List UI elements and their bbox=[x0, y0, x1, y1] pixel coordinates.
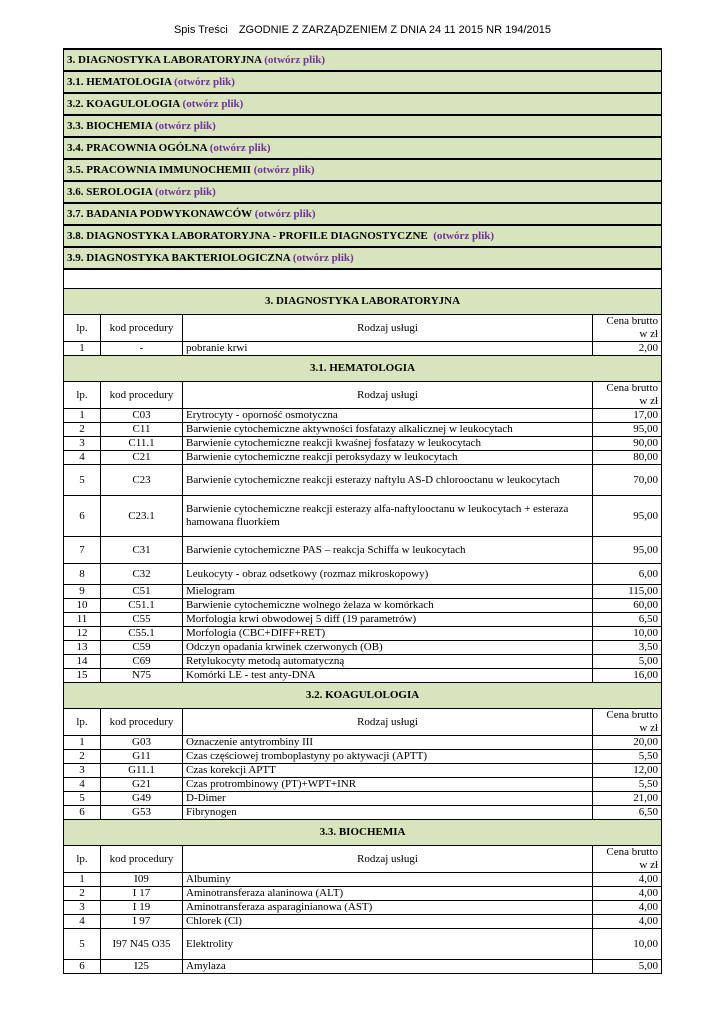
cell-name: Chlorek (Cl) bbox=[183, 915, 593, 929]
toc-title: 3.6. SEROLOGIA bbox=[67, 185, 153, 198]
table-row bbox=[64, 627, 662, 641]
table-row bbox=[64, 960, 662, 974]
table-row bbox=[64, 585, 662, 599]
open-file-link[interactable]: (otwórz plik) bbox=[264, 53, 326, 66]
cell-name: Aminotransferaza alaninowa (ALT) bbox=[183, 887, 593, 901]
cell-name: Barwienie cytochemiczne reakcji esterazy alfa-naftylooctanu w leukocytach + esteraza hamowana fluorkiem bbox=[183, 496, 593, 537]
cell-code: I97 N45 O35 bbox=[101, 929, 183, 960]
cell-name: pobranie krwi bbox=[183, 342, 593, 356]
open-file-link[interactable]: (otwórz plik) bbox=[433, 229, 495, 242]
open-file-link[interactable]: (otwórz plik) bbox=[155, 185, 216, 198]
cell-price: 16,00 bbox=[593, 669, 662, 683]
col-header-price bbox=[593, 709, 662, 736]
cell-name: Barwienie cytochemiczne aktywności fosfatazy alkalicznej w leukocytach bbox=[183, 423, 593, 437]
cell-code: C55 bbox=[101, 613, 183, 627]
cell-lp: 15 bbox=[64, 669, 101, 683]
cell-lp: 8 bbox=[64, 564, 101, 585]
cell-code: - bbox=[101, 342, 183, 356]
cell-price: 17,00 bbox=[593, 409, 662, 423]
table-row bbox=[64, 409, 662, 423]
column-header-row bbox=[64, 315, 662, 342]
table-row bbox=[64, 564, 662, 585]
cell-lp: 6 bbox=[64, 806, 101, 820]
cell-code: G11.1 bbox=[101, 764, 183, 778]
toc-row[interactable] bbox=[64, 203, 662, 225]
table-row bbox=[64, 915, 662, 929]
section-title-row bbox=[64, 356, 662, 382]
col-header-name: Rodzaj usługi bbox=[183, 846, 593, 873]
cell-lp: 1 bbox=[64, 342, 101, 356]
table-row bbox=[64, 655, 662, 669]
cell-lp: 13 bbox=[64, 641, 101, 655]
cell-name: Mielogram bbox=[183, 585, 593, 599]
open-file-link[interactable]: (otwórz plik) bbox=[253, 163, 315, 176]
toc-title: 3.4. PRACOWNIA OGÓLNA bbox=[67, 141, 207, 154]
cell-lp: 2 bbox=[64, 887, 101, 901]
table-row bbox=[64, 613, 662, 627]
cell-price: 6,50 bbox=[593, 806, 662, 820]
cell-price: 60,00 bbox=[593, 599, 662, 613]
cell-code: N75 bbox=[101, 669, 183, 683]
toc-row[interactable] bbox=[64, 115, 662, 137]
cell-code: C51.1 bbox=[101, 599, 183, 613]
toc-row[interactable] bbox=[64, 225, 662, 247]
table-row bbox=[64, 736, 662, 750]
table-row bbox=[64, 792, 662, 806]
open-file-link[interactable]: (otwórz plik) bbox=[292, 251, 354, 264]
cell-name: Barwienie cytochemiczne reakcji kwaśnej fosfatazy w leukocytach bbox=[183, 437, 593, 451]
page-header bbox=[0, 24, 725, 36]
cell-lp: 3 bbox=[64, 764, 101, 778]
toc-row[interactable] bbox=[64, 49, 662, 71]
section-title-row bbox=[64, 820, 662, 846]
price-list-table bbox=[63, 48, 662, 974]
table-row bbox=[64, 537, 662, 564]
cell-name: Czas protrombinowy (PT)+WPT+INR bbox=[183, 778, 593, 792]
cell-price: 95,00 bbox=[593, 537, 662, 564]
cell-code: C23.1 bbox=[101, 496, 183, 537]
cell-price: 10,00 bbox=[593, 929, 662, 960]
cell-name: Barwienie cytochemiczne wolnego żelaza w komórkach bbox=[183, 599, 593, 613]
cell-name: D-Dimer bbox=[183, 792, 593, 806]
cell-lp: 1 bbox=[64, 873, 101, 887]
header-right: ZGODNIE Z ZARZĄDZENIEM Z DNIA 24 11 2015 NR 194/2015 bbox=[238, 24, 552, 36]
col-header-code: kod procedury bbox=[101, 382, 183, 409]
table-row bbox=[64, 806, 662, 820]
toc-title: 3.7. BADANIA PODWYKONAWCÓW bbox=[67, 207, 252, 220]
section-title: 3. DIAGNOSTYKA LABORATORYJNA bbox=[64, 289, 662, 315]
table-row bbox=[64, 496, 662, 537]
cell-name: Morfologia (CBC+DIFF+RET) bbox=[183, 627, 593, 641]
cell-lp: 1 bbox=[64, 409, 101, 423]
cell-lp: 6 bbox=[64, 496, 101, 537]
open-file-link[interactable]: (otwórz plik) bbox=[174, 75, 235, 88]
open-file-link[interactable]: (otwórz plik) bbox=[155, 119, 216, 132]
open-file-link[interactable]: (otwórz plik) bbox=[209, 141, 271, 154]
cell-name: Morfologia krwi obwodowej 5 diff (19 parametrów) bbox=[183, 613, 593, 627]
cell-code: C69 bbox=[101, 655, 183, 669]
col-header-name: Rodzaj usługi bbox=[183, 315, 593, 342]
toc-title: 3.2. KOAGULOLOGIA bbox=[67, 97, 180, 110]
cell-lp: 3 bbox=[64, 901, 101, 915]
cell-price: 21,00 bbox=[593, 792, 662, 806]
cell-code: G21 bbox=[101, 778, 183, 792]
cell-code: C51 bbox=[101, 585, 183, 599]
cell-price: 5,00 bbox=[593, 655, 662, 669]
cell-price: 12,00 bbox=[593, 764, 662, 778]
col-header-price-line1: Cena brutto bbox=[606, 382, 659, 394]
table-row bbox=[64, 342, 662, 356]
cell-name: Retylukocyty metodą automatyczną bbox=[183, 655, 593, 669]
cell-name: Czas korekcji APTT bbox=[183, 764, 593, 778]
column-header-row bbox=[64, 382, 662, 409]
cell-code: C11 bbox=[101, 423, 183, 437]
cell-price: 4,00 bbox=[593, 901, 662, 915]
toc-row[interactable] bbox=[64, 137, 662, 159]
table-row bbox=[64, 873, 662, 887]
section-title: 3.3. BIOCHEMIA bbox=[64, 820, 662, 846]
cell-price: 4,00 bbox=[593, 915, 662, 929]
table-row bbox=[64, 778, 662, 792]
cell-price: 95,00 bbox=[593, 496, 662, 537]
header-left: Spis Treści bbox=[173, 24, 228, 36]
blank-row bbox=[64, 269, 662, 289]
col-header-price-line2: w zł bbox=[639, 722, 659, 734]
cell-code: C59 bbox=[101, 641, 183, 655]
table-row bbox=[64, 669, 662, 683]
col-header-price bbox=[593, 382, 662, 409]
col-header-lp: lp. bbox=[64, 846, 101, 873]
col-header-name: Rodzaj usługi bbox=[183, 382, 593, 409]
toc-row[interactable] bbox=[64, 181, 662, 203]
col-header-price bbox=[593, 315, 662, 342]
col-header-price-line1: Cena brutto bbox=[606, 709, 659, 721]
col-header-lp: lp. bbox=[64, 709, 101, 736]
cell-price: 70,00 bbox=[593, 465, 662, 496]
section-title-row bbox=[64, 683, 662, 709]
cell-code: G11 bbox=[101, 750, 183, 764]
cell-code: G03 bbox=[101, 736, 183, 750]
cell-price: 5,50 bbox=[593, 778, 662, 792]
cell-code: C55.1 bbox=[101, 627, 183, 641]
cell-lp: 4 bbox=[64, 915, 101, 929]
cell-price: 115,00 bbox=[593, 585, 662, 599]
toc-title: 3.1. HEMATOLOGIA bbox=[67, 75, 172, 88]
open-file-link[interactable]: (otwórz plik) bbox=[182, 97, 244, 110]
col-header-lp: lp. bbox=[64, 315, 101, 342]
col-header-price bbox=[593, 846, 662, 873]
cell-name: Elektrolity bbox=[183, 929, 593, 960]
cell-name: Fibrynogen bbox=[183, 806, 593, 820]
open-file-link[interactable]: (otwórz plik) bbox=[254, 207, 316, 220]
col-header-lp: lp. bbox=[64, 382, 101, 409]
toc-title: 3. DIAGNOSTYKA LABORATORYJNA bbox=[67, 53, 262, 66]
col-header-name: Rodzaj usługi bbox=[183, 709, 593, 736]
cell-code: I 97 bbox=[101, 915, 183, 929]
cell-lp: 7 bbox=[64, 537, 101, 564]
cell-name: Amylaza bbox=[183, 960, 593, 974]
cell-name: Aminotransferaza asparaginianowa (AST) bbox=[183, 901, 593, 915]
toc-title: 3.8. DIAGNOSTYKA LABORATORYJNA - PROFILE DIAGNOSTYCZNE bbox=[67, 229, 428, 242]
cell-lp: 2 bbox=[64, 750, 101, 764]
col-header-price-line2: w zł bbox=[639, 328, 659, 340]
table-row bbox=[64, 901, 662, 915]
cell-lp: 2 bbox=[64, 423, 101, 437]
cell-lp: 9 bbox=[64, 585, 101, 599]
table-row bbox=[64, 641, 662, 655]
cell-price: 6,50 bbox=[593, 613, 662, 627]
section-title-row bbox=[64, 289, 662, 315]
cell-lp: 11 bbox=[64, 613, 101, 627]
cell-price: 80,00 bbox=[593, 451, 662, 465]
cell-price: 4,00 bbox=[593, 887, 662, 901]
cell-code: C32 bbox=[101, 564, 183, 585]
cell-code: C03 bbox=[101, 409, 183, 423]
cell-name: Leukocyty - obraz odsetkowy (rozmaz mikroskopowy) bbox=[183, 564, 593, 585]
table-row bbox=[64, 599, 662, 613]
cell-lp: 10 bbox=[64, 599, 101, 613]
cell-code: I 19 bbox=[101, 901, 183, 915]
toc-row[interactable] bbox=[64, 93, 662, 115]
cell-price: 4,00 bbox=[593, 873, 662, 887]
cell-name: Barwienie cytochemiczne reakcji esterazy naftylu AS-D chlorooctanu w leukocytach bbox=[183, 465, 593, 496]
cell-code: C11.1 bbox=[101, 437, 183, 451]
cell-lp: 6 bbox=[64, 960, 101, 974]
cell-price: 20,00 bbox=[593, 736, 662, 750]
column-header-row bbox=[64, 846, 662, 873]
cell-price: 90,00 bbox=[593, 437, 662, 451]
cell-code: I09 bbox=[101, 873, 183, 887]
cell-name: Albuminy bbox=[183, 873, 593, 887]
cell-name: Czas częściowej tromboplastyny po aktywacji (APTT) bbox=[183, 750, 593, 764]
cell-name: Barwienie cytochemiczne reakcji peroksydazy w leukocytach bbox=[183, 451, 593, 465]
table-row bbox=[64, 437, 662, 451]
table-row bbox=[64, 451, 662, 465]
cell-lp: 3 bbox=[64, 437, 101, 451]
toc-row[interactable] bbox=[64, 247, 662, 269]
cell-lp: 4 bbox=[64, 451, 101, 465]
cell-lp: 5 bbox=[64, 465, 101, 496]
cell-lp: 12 bbox=[64, 627, 101, 641]
cell-price: 95,00 bbox=[593, 423, 662, 437]
cell-lp: 5 bbox=[64, 929, 101, 960]
col-header-price-line1: Cena brutto bbox=[606, 315, 659, 327]
cell-name: Erytrocyty - oporność osmotyczna bbox=[183, 409, 593, 423]
cell-code: I25 bbox=[101, 960, 183, 974]
col-header-code: kod procedury bbox=[101, 315, 183, 342]
table-row bbox=[64, 764, 662, 778]
toc-title: 3.3. BIOCHEMIA bbox=[67, 119, 153, 132]
col-header-code: kod procedury bbox=[101, 709, 183, 736]
section-title: 3.2. KOAGULOLOGIA bbox=[64, 683, 662, 709]
col-header-code: kod procedury bbox=[101, 846, 183, 873]
col-header-price-line2: w zł bbox=[639, 395, 659, 407]
toc-title: 3.5. PRACOWNIA IMMUNOCHEMII bbox=[67, 163, 251, 176]
cell-price: 10,00 bbox=[593, 627, 662, 641]
cell-code: C21 bbox=[101, 451, 183, 465]
cell-code: G49 bbox=[101, 792, 183, 806]
table-row bbox=[64, 887, 662, 901]
cell-price: 2,00 bbox=[593, 342, 662, 356]
cell-price: 5,50 bbox=[593, 750, 662, 764]
col-header-price-line2: w zł bbox=[639, 859, 659, 871]
cell-lp: 5 bbox=[64, 792, 101, 806]
table-row bbox=[64, 750, 662, 764]
cell-lp: 14 bbox=[64, 655, 101, 669]
toc-title: 3.9. DIAGNOSTYKA BAKTERIOLOGICZNA bbox=[67, 251, 291, 264]
cell-price: 6,00 bbox=[593, 564, 662, 585]
cell-name: Odczyn opadania krwinek czerwonych (OB) bbox=[183, 641, 593, 655]
cell-name: Komórki LE - test anty-DNA bbox=[183, 669, 593, 683]
toc-row[interactable] bbox=[64, 159, 662, 181]
table-row bbox=[64, 465, 662, 496]
column-header-row bbox=[64, 709, 662, 736]
cell-lp: 4 bbox=[64, 778, 101, 792]
cell-price: 5,00 bbox=[593, 960, 662, 974]
toc-row[interactable] bbox=[64, 71, 662, 93]
cell-lp: 1 bbox=[64, 736, 101, 750]
table-row bbox=[64, 929, 662, 960]
col-header-price-line1: Cena brutto bbox=[606, 846, 659, 858]
cell-code: C31 bbox=[101, 537, 183, 564]
table-row bbox=[64, 423, 662, 437]
cell-code: C23 bbox=[101, 465, 183, 496]
section-title: 3.1. HEMATOLOGIA bbox=[64, 356, 662, 382]
cell-name: Barwienie cytochemiczne PAS – reakcja Schiffa w leukocytach bbox=[183, 537, 593, 564]
cell-code: G53 bbox=[101, 806, 183, 820]
cell-price: 3,50 bbox=[593, 641, 662, 655]
cell-name: Oznaczenie antytrombiny III bbox=[183, 736, 593, 750]
cell-code: I 17 bbox=[101, 887, 183, 901]
